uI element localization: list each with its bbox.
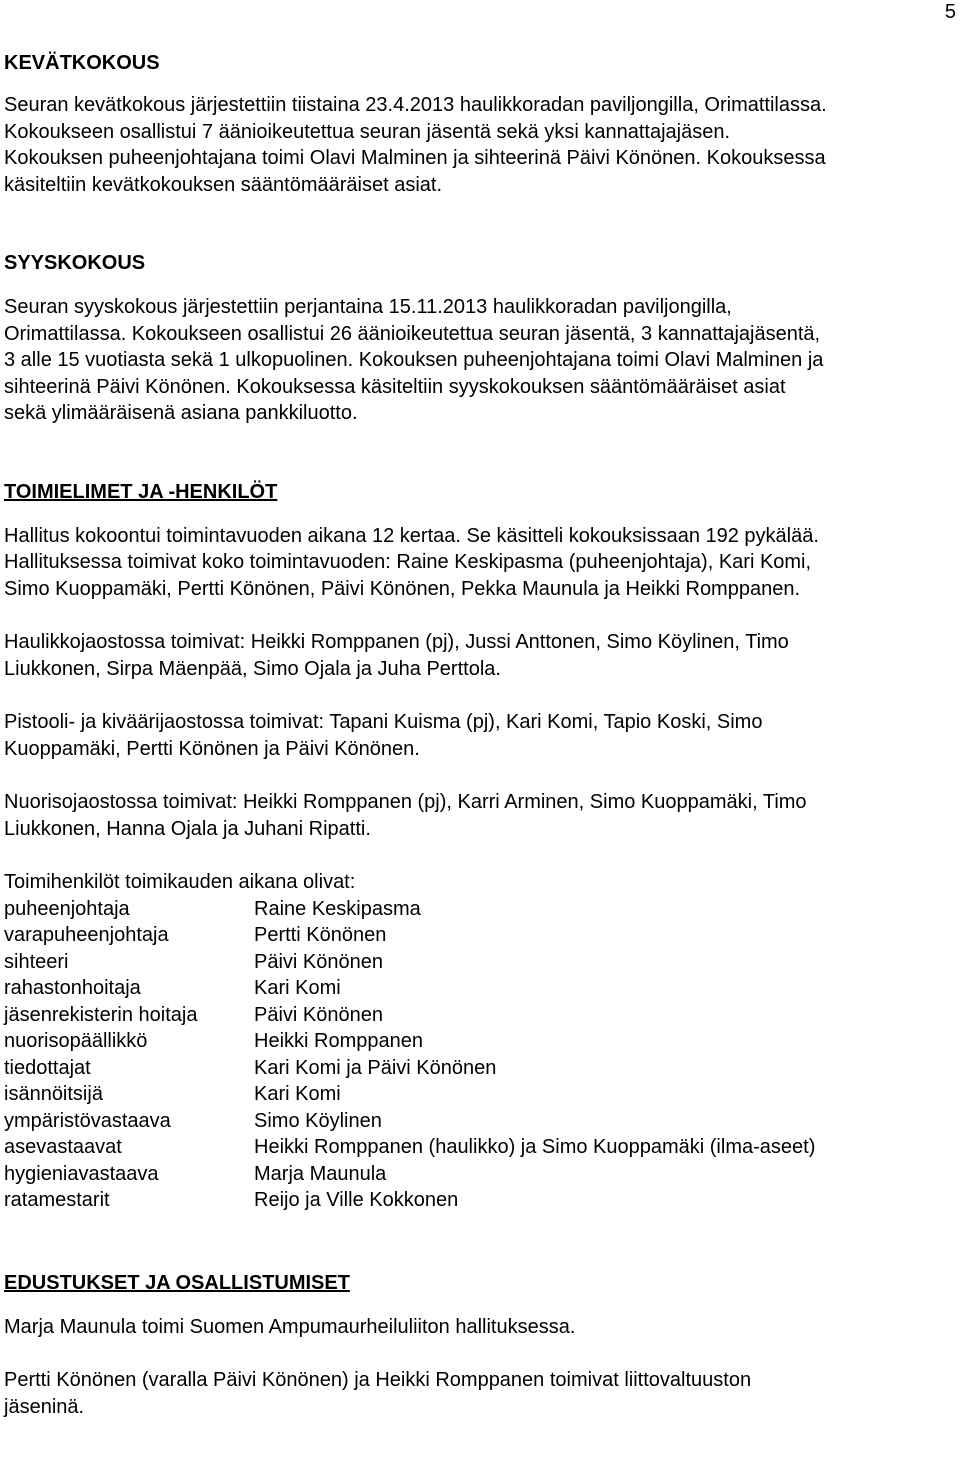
officer-role: varapuheenjohtaja xyxy=(4,924,169,946)
officer-row xyxy=(4,922,815,949)
officer-row xyxy=(4,1055,815,1082)
officer-row xyxy=(4,1002,815,1029)
officer-role: ympäristövastaava xyxy=(4,1109,171,1132)
officer-role: asevastaavat xyxy=(4,1136,122,1158)
officer-name: Reijo ja Ville Kokkonen xyxy=(254,1189,459,1211)
spring-meeting-text: Seuran kevätkokous järjestettiin tiistaina 23.4.2013 haulikkoradan paviljongilla, Orimattilassa. Kokoukseen osallistui 7 äänioikeutettua seuran jäsentä sekä yksi kannattajajäsen. Kokouksen puheenjohtajana toimi Olavi Malminen ja sihteerinä Päivi Könönen. Kokouksessa käsiteltiin kevätkokouksen sääntömääräiset asiat. xyxy=(4,94,827,196)
officer-row xyxy=(4,1028,815,1055)
autumn-meeting-text: Seuran syyskokous järjestettiin perjantaina 15.11.2013 haulikkoradan paviljongilla, Orimattilassa. Kokoukseen osallistui 26 äänioikeutettua seuran jäsentä, 3 kannattajajäsentä, 3 alle 15 vuotiasta sekä 1 ulkopuolinen. Kokouksen puheenjohtajana toimi Olavi Malminen ja sihteerinä Päivi Könönen. Kokouksessa käsiteltiin syyskokouksen sääntömääräiset asiat sekä ylimääräisenä asiana pankkiluotto. xyxy=(4,296,824,424)
officer-name: Kari Komi ja Päivi Könönen xyxy=(254,1056,497,1079)
officer-name: Päivi Könönen xyxy=(254,950,383,973)
officers-intro: Toimihenkilöt toimikauden aikana olivat: xyxy=(4,871,356,893)
officer-name: Raine Keskipasma xyxy=(254,897,421,920)
officer-row xyxy=(4,1081,815,1108)
officer-role: puheenjohtaja xyxy=(4,897,130,920)
officer-role: isännöitsijä xyxy=(4,1083,103,1105)
shotgun-section-text: Haulikkojaostossa toimivat: Heikki Romppanen (pj), Jussi Anttonen, Simo Köylinen, Timo Liukkonen, Sirpa Mäenpää, Simo Ojala ja Juha Perttola. xyxy=(4,631,789,680)
officer-row xyxy=(4,1134,815,1161)
officer-name: Heikki Romppanen (haulikko) ja Simo Kuoppamäki (ilma-aseet) xyxy=(254,1136,816,1158)
board-text: Hallitus kokoontui toimintavuoden aikana 12 kertaa. Se käsitteli kokouksissaan 192 pykälää. Hallituksessa toimivat koko toimintavuoden: Raine Keskipasma (puheenjohtaja), Kari Komi, Simo Kuoppamäki, Pertti Könönen, Päivi Könönen, Pekka Maunula ja Heikki Romppanen. xyxy=(4,524,819,600)
officer-role: ratamestarit xyxy=(4,1189,110,1211)
officer-name: Simo Köylinen xyxy=(254,1109,382,1132)
officer-row xyxy=(4,1161,815,1188)
representation-text-1: Marja Maunula toimi Suomen Ampumaurheiluliiton hallituksessa. xyxy=(4,1315,576,1338)
organs-heading: TOIMIELIMET JA -HENKILÖT xyxy=(4,480,278,503)
officer-name: Kari Komi xyxy=(254,1083,341,1105)
page-number: 5 xyxy=(944,1,956,23)
pistol-section-text: Pistooli- ja kiväärijaostossa toimivat: Tapani Kuisma (pj), Kari Komi, Tapio Koski, Simo Kuoppamäki, Pertti Könönen ja Päivi Könönen. xyxy=(4,711,763,760)
officer-row xyxy=(4,1108,815,1135)
officer-row xyxy=(4,1187,815,1214)
spring-meeting-heading: KEVÄTKOKOUS xyxy=(4,52,160,74)
officer-role: hygieniavastaava xyxy=(4,1162,159,1185)
officer-row xyxy=(4,896,815,923)
officer-name: Marja Maunula xyxy=(254,1162,387,1185)
officer-name: Pertti Könönen xyxy=(254,924,387,946)
officer-role: nuorisopäällikkö xyxy=(4,1030,148,1052)
officer-row xyxy=(4,949,815,976)
officer-name: Heikki Romppanen xyxy=(254,1030,423,1052)
document-body xyxy=(4,48,954,1420)
officer-row xyxy=(4,975,815,1002)
officer-name: Kari Komi xyxy=(254,977,341,999)
youth-section-text: Nuorisojaostossa toimivat: Heikki Romppanen (pj), Karri Arminen, Simo Kuoppamäki, Timo Liukkonen, Hanna Ojala ja Juhani Ripatti. xyxy=(4,791,807,840)
officer-role: tiedottajat xyxy=(4,1056,91,1079)
officers-table xyxy=(4,896,815,1214)
officer-role: rahastonhoitaja xyxy=(4,977,141,999)
officer-name: Päivi Könönen xyxy=(254,1003,383,1026)
representation-text-2: Pertti Könönen (varalla Päivi Könönen) ja Heikki Romppanen toimivat liittovaltuuston jäseninä. xyxy=(4,1369,752,1418)
representation-heading: EDUSTUKSET JA OSALLISTUMISET xyxy=(4,1271,350,1294)
officer-role: jäsenrekisterin hoitaja xyxy=(4,1003,198,1026)
autumn-meeting-heading: SYYSKOKOUS xyxy=(4,252,146,274)
officer-role: sihteeri xyxy=(4,950,69,973)
